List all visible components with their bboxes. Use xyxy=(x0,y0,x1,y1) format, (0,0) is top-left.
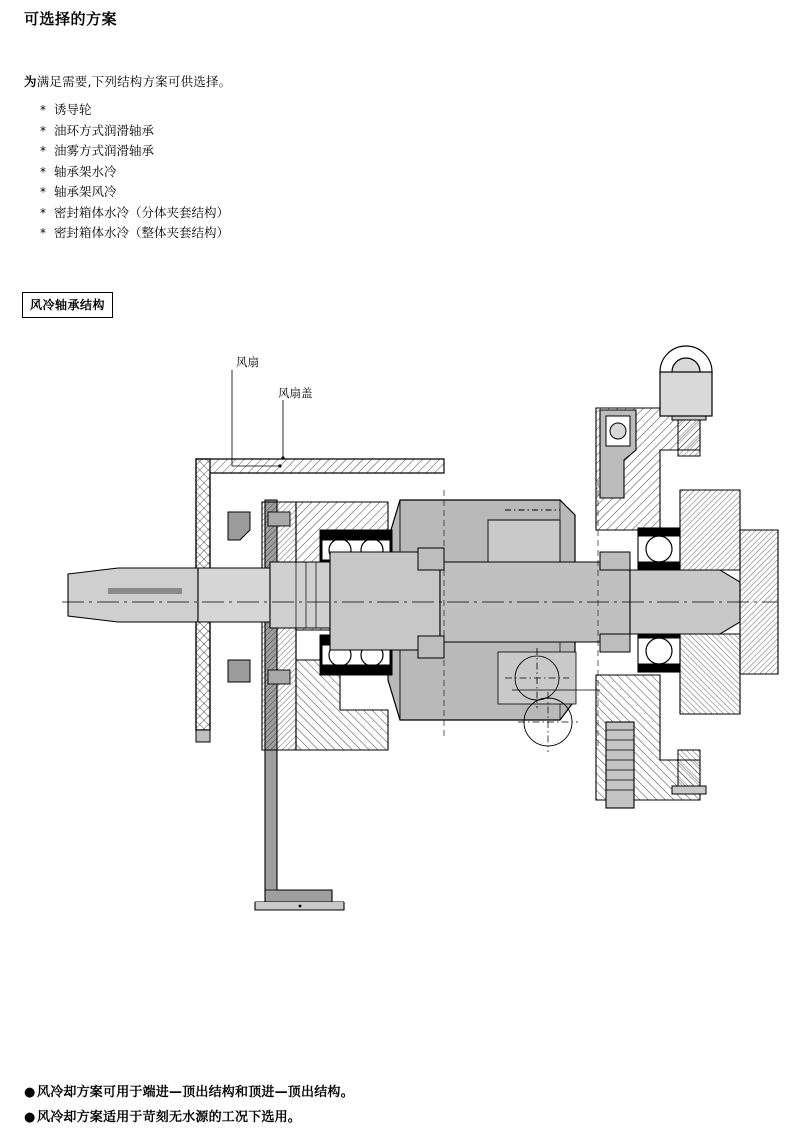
list-item xyxy=(40,182,440,203)
option-label: 油雾方式润滑轴承 xyxy=(54,143,155,158)
callout-leader-fan xyxy=(232,370,282,468)
bullet-star-icon: * xyxy=(40,103,46,117)
bullet-star-icon: * xyxy=(40,205,46,220)
stud-bolt-lower xyxy=(606,722,634,808)
list-item xyxy=(40,121,440,142)
bullet-dot-icon: ● xyxy=(24,1085,36,1100)
callout-leader-fan-cover xyxy=(281,400,284,460)
bullet-star-icon: * xyxy=(40,164,46,179)
option-label: 诱导轮 xyxy=(54,102,92,117)
list-item xyxy=(40,223,440,244)
intro-paragraph xyxy=(24,72,231,90)
fan-cover-lower xyxy=(196,730,210,742)
bullet-dot-icon: ● xyxy=(24,1110,36,1125)
list-item xyxy=(40,141,440,162)
footnote-text: 风冷却方案适用于苛刻无水源的工况下选用。 xyxy=(37,1110,302,1125)
callout-label-fan-cover: 风扇盖 xyxy=(278,386,313,400)
right-bearing-lower xyxy=(638,630,680,672)
list-item xyxy=(40,100,440,121)
callout-label-fan: 风扇 xyxy=(236,355,259,369)
lifting-eye-ring xyxy=(660,346,712,416)
bullet-star-icon: * xyxy=(40,123,46,138)
option-label: 轴承架风冷 xyxy=(54,184,117,199)
option-label: 油环方式润滑轴承 xyxy=(54,122,155,138)
footnote-item xyxy=(24,1080,784,1105)
bullet-star-icon: * xyxy=(40,185,46,199)
page-title: 可选择的方案 xyxy=(24,10,118,28)
footnote-text: 风冷却方案可用于端进—顶出结构和顶进—顶出结构。 xyxy=(37,1085,354,1100)
option-label: 密封箱体水冷（整体夹套结构） xyxy=(54,225,230,240)
oil-chamber-detail xyxy=(498,648,576,708)
list-item xyxy=(40,203,440,224)
option-label: 轴承架水冷 xyxy=(54,163,117,179)
intro-text: 满足需要,下列结构方案可供选择。 xyxy=(36,74,232,89)
bullet-star-icon: * xyxy=(40,226,46,240)
section-badge: 风冷轴承结构 xyxy=(22,292,113,318)
options-list xyxy=(40,100,440,244)
right-bearing-upper xyxy=(638,528,680,570)
footnotes xyxy=(24,1080,784,1130)
list-item xyxy=(40,162,440,183)
option-label: 密封箱体水冷（分体夹套结构） xyxy=(54,204,230,220)
bullet-star-icon: * xyxy=(40,144,46,158)
footnote-item xyxy=(24,1105,784,1130)
technical-drawing xyxy=(0,330,800,1030)
intro-lead: 为 xyxy=(24,74,37,89)
